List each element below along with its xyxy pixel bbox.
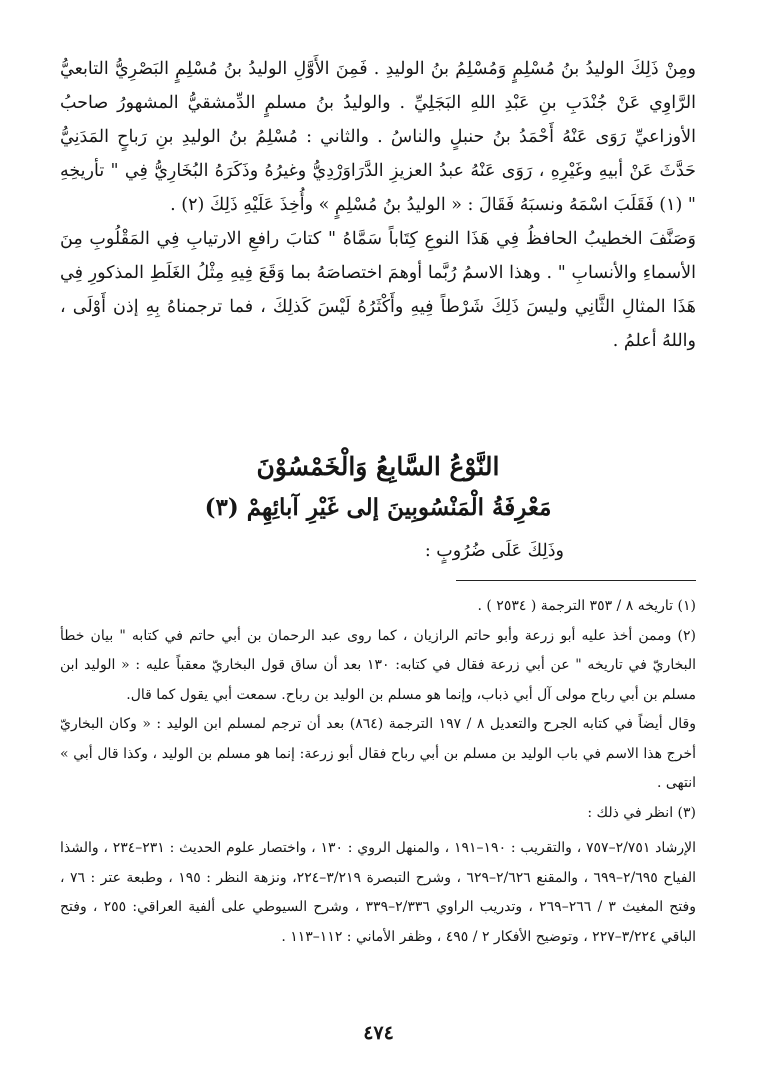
chapter-title: النَّوْعُ السَّابِعُ وَالْخَمْسُوْنَ — [256, 452, 500, 481]
footnote-2-part-1: (٢) وممن أخذ عليه أبو زرعة وأبو حاتم الرازيان ، كما روى عبد الرحمان بن أبي حاتم في كتابه " بيان خطأ البخاريّ في تاريخه " عن أبي زرعة فقال في كتابه: ١٣٠ بعد أن ساق قول البخاريّ معقباً عليه : « الوليد ابن مسلم بن أبي رباح مولى آل أبي ذباب، وإنما هو مسلم بن الوليد بن رباح. سمعت أبي يقول كما قال. — [60, 627, 697, 703]
footnotes — [60, 592, 696, 952]
footnote-divider — [456, 580, 696, 581]
footnote-3-references: الإرشاد ٢/٧٥١–٧٥٧ ، والتقريب : ١٩٠–١٩١ ، والمنهل الروي : ١٣٠ ، واختصار علوم الحديث : ٢٣١–٢٣٤ ، والشذا الفياح ٢/٦٩٥–٦٩٩ ، والمقنع ٢/٦٢٦–٦٢٩ ، وشرح التبصرة ٣/٢١٩–٢٢٤، ونزهة النظر : ١٩٥ ، وطبعة عتر : ٧٦ ، وفتح المغيث ٣ / ٢٦٦–٢٦٩ ، وتدريب الراوي ٢/٣٣٦–٣٣٩ ، وشرح السيوطي على ألفية العراقي: ٢٥٥ ، وفتح الباقي ٣/٢٢٤–٢٢٧ ، وتوضيح الأفكار ٢ / ٤٩٥ ، وظفر الأماني : ١١٢–١١٣ . — [60, 840, 696, 945]
body-paragraph-2: وَصَنَّفَ الخطيبُ الحافظُ فِي هَذَا النوعِ كِتَاباً سَمَّاهُ " كتابَ رافعِ الارتيابِ فِي المَقْلُوبِ مِنَ الأسماءِ والأنسابِ " . وهذا الاسمُ رُبَّما أوهمَ اختصاصَهُ بما وَقَعَ فِيهِ مِثْلُ الغَلَطِ المذكورِ فِي هَذَا المثالِ الثَّانِي وليسَ ذَلِكَ شَرْطاً فِيهِ وأَكْثَرُهُ لَيْسَ كَذلِكَ ، فما ترجمناهُ بِهِ إذن أَوْلَى ، واللهُ أعلمُ . — [60, 229, 696, 351]
main-text — [60, 52, 696, 358]
body-paragraph-1: ومِنْ ذَلِكَ الوليدُ بنُ مُسْلِمٍ وَمُسْلِمُ بنُ الوليدِ . فَمِنَ الأَوَّلِ الوليدُ بنُ مُسْلِمٍ البَصْرِيُّ التابعيُّ الرَّاوِي عَنْ جُنْدَبِ بنِ عَبْدِ اللهِ البَجَلِيِّ . والوليدُ بنُ مسلمٍ الدِّمشقيُّ المشهورُ صاحبُ الأوزاعيِّ رَوَى عَنْهُ أَحْمَدُ بنُ حنبلٍ والناسُ . والثاني : مُسْلِمُ بنُ الوليدِ بنِ رَباحٍ المَدَنِيُّ حَدَّثَ عَنْ أبيهِ وغَيْرِهِ ، رَوَى عَنْهُ عبدُ العزيزِ الدَّرَاوَرْدِيُّ وغيرُهُ وذَكَرَهُ البُخَارِيُّ فِي " تأريخِهِ " (١) فَقَلَبَ اسْمَهُ ونسبَهُ فَقَالَ : « الوليدُ بنُ مُسْلِمٍ » وأُخِذَ عَلَيْهِ ذَلِكَ (٢) . — [60, 59, 696, 215]
footnote-3-heading: (٣) انظر في ذلك : — [587, 804, 696, 821]
footnote-1: (١) تاريخه ٨ / ٣٥٣ الترجمة ( ٢٥٣٤ ) . — [477, 598, 696, 614]
chapter-subtitle: مَعْرِفَةُ الْمَنْسُوبِينَ إلى غَيْرِ آبائِهِمْ (٣) — [204, 494, 552, 521]
chapter-heading — [60, 446, 696, 528]
page-number: ٤٧٤ — [363, 1022, 394, 1044]
footnote-2-part-2: وقال أيضاً في كتابه الجرح والتعديل ٨ / ١٩٧ الترجمة (٨٦٤) بعد أن ترجم لمسلم ابن الوليد : « وكان البخاريّ أخرج هذا الاسم في باب الوليد بن مسلم بن أبي رباح فقال أبو زرعة: إنما هو مسلم بن الوليد ، وكذا قال أبي » انتهى . — [60, 716, 696, 791]
chapter-intro: وذَلِكَ عَلَى ضُرُوبٍ : — [424, 541, 564, 561]
